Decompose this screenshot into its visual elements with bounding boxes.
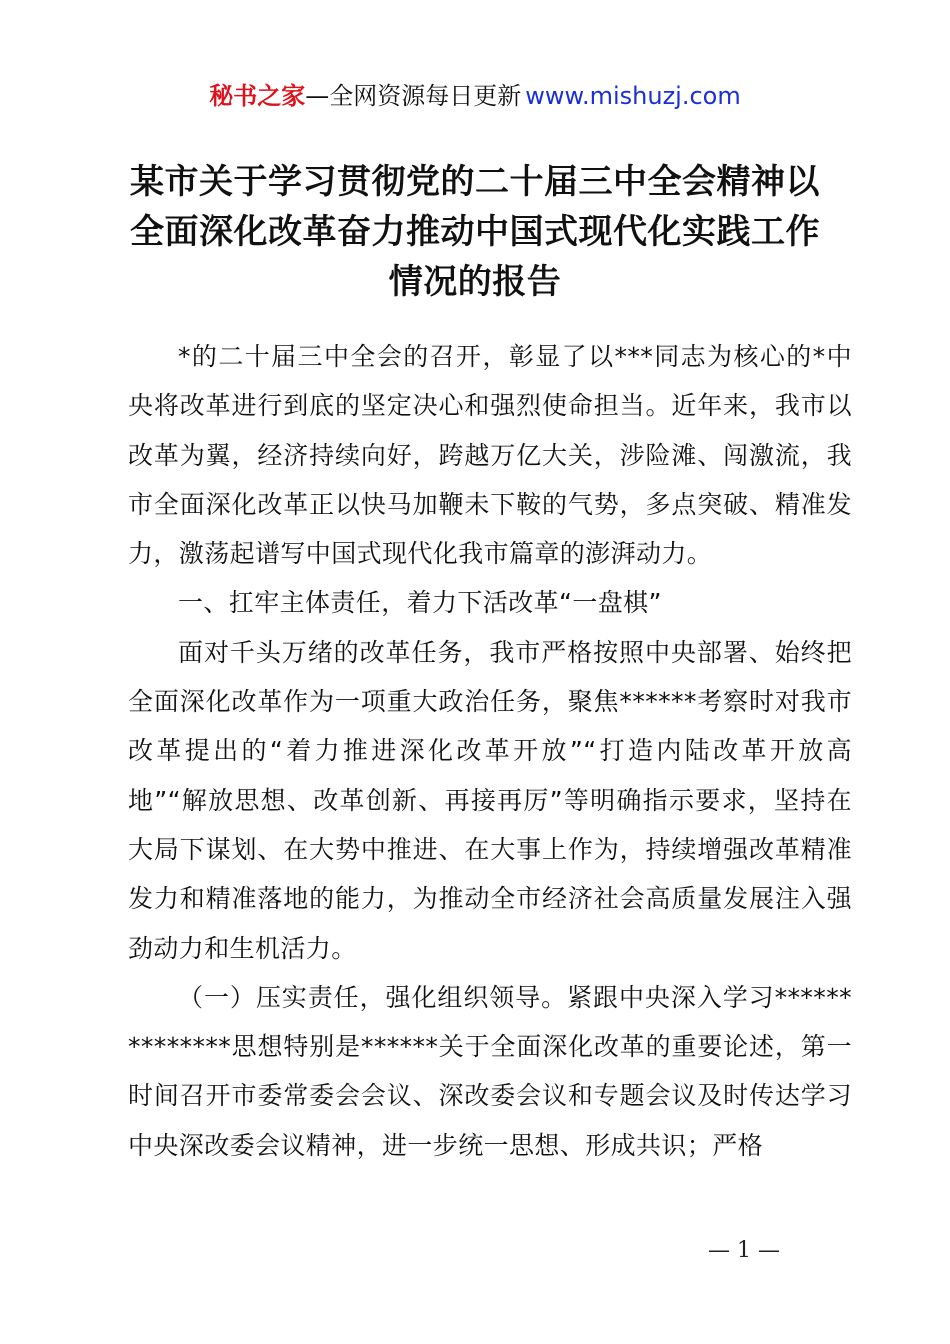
intro-paragraph: *的二十届三中全会的召开，彰显了以***同志为核心的*中央将改革进行到底的坚定决心和强烈使命担当。近年来，我市以改革为翼，经济持续向好，跨越万亿大关，涉险滩、闯激流，我市全面深化改革正以快马加鞭未下鞍的气势，多点突破、精准发力，激荡起谱写中国式现代化我市篇章的澎湃动力。 [128, 342, 852, 569]
title-line-1: 某市关于学习贯彻党的二十届三中全会精神以 [130, 162, 820, 202]
site-header [0, 80, 950, 112]
page-number: — 1 — [708, 1238, 780, 1263]
site-url[interactable]: www.mishuzj.com [525, 82, 741, 110]
subsection-paragraph: （一）压实责任，强化组织领导。紧跟中央深入学习**************思想特别是******关于全面深化改革的重要论述，第一时间召开市委常委会会议、深改委会议和专题会议及时传达学习中央深改委会议精神，进一步统一思想、形成共识；严格 [128, 982, 852, 1160]
title-line-3: 情况的报告 [388, 262, 562, 302]
section-heading: 一、扛牢主体责任，着力下活改革“一盘棋” [178, 588, 662, 618]
brand-name: 秘书之家 [209, 82, 306, 110]
section-paragraph: 面对千头万绪的改革任务，我市严格按照中央部署、始终把全面深化改革作为一项重大政治任务，聚焦******考察时对我市改革提出的“着力推进深化改革开放”“打造内陆改革开放高地”“解放思想、改革创新、再接再厉”等明确指示要求，坚持在大局下谋划、在大势中推进、在大事上作为，持续增强改革精准发力和精准落地的能力，为推动全市经济社会高质量发展注入强劲动力和生机活力。 [128, 637, 852, 963]
document-body [128, 332, 852, 1170]
document-title [60, 157, 890, 307]
title-line-2: 全面深化改革奋力推动中国式现代化实践工作 [130, 212, 820, 252]
header-tagline: —全网资源每日更新 [305, 82, 522, 110]
